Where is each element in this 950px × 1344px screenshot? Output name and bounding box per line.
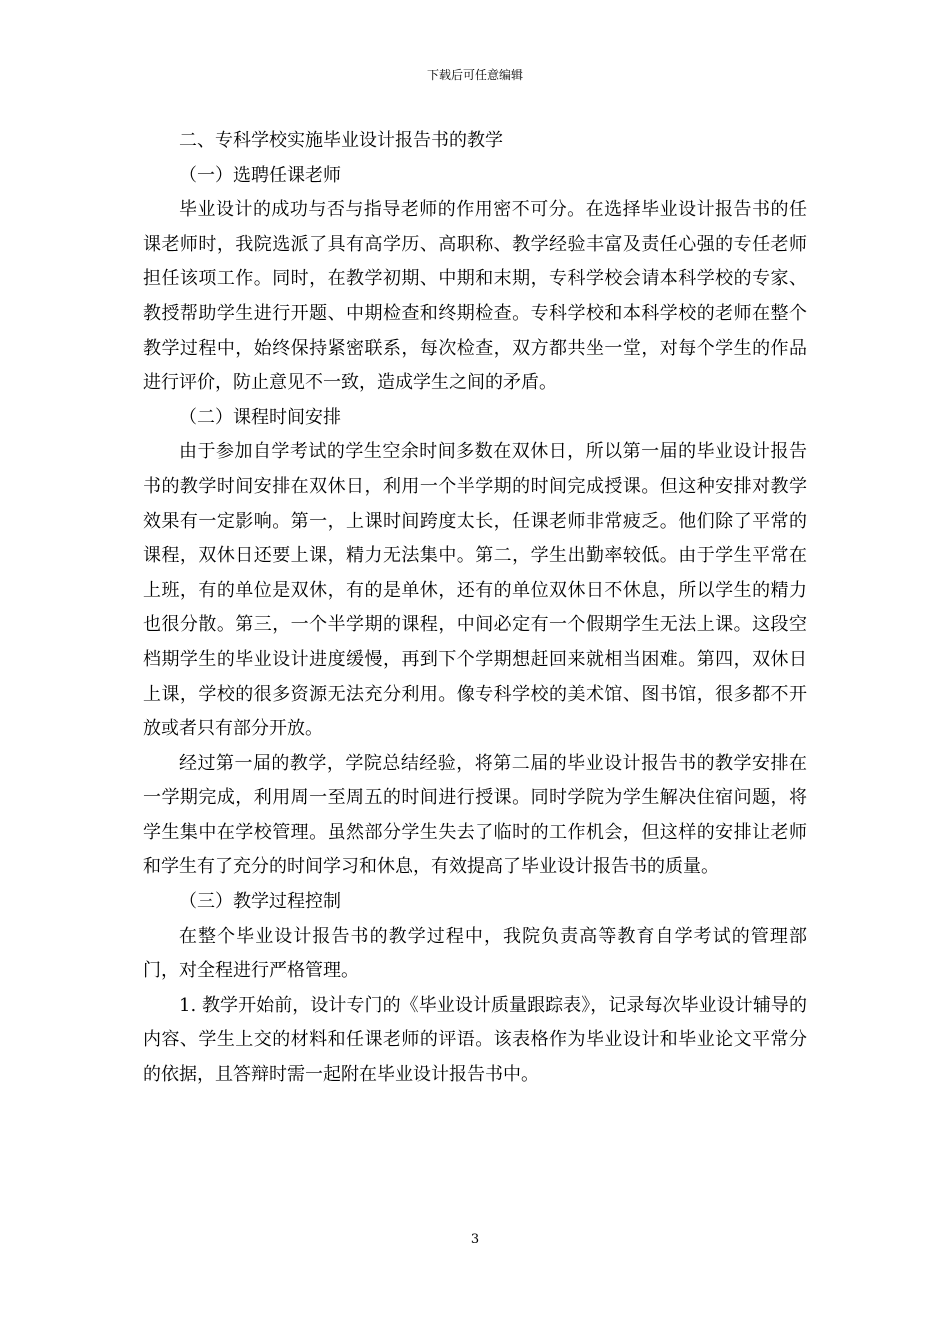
section-title: 二、专科学校实施毕业设计报告书的教学	[179, 130, 503, 151]
paragraph-process-control: 在整个毕业设计报告书的教学过程中，我院负责高等教育自学考试的管理部门，对全程进行严格管理。	[143, 925, 807, 982]
paragraph-tracking-form: 1. 教学开始前，设计专门的《毕业设计质量跟踪表》，记录每次毕业设计辅导的内容、学生上交的材料和任课老师的评语。该表格作为毕业设计和毕业论文平常分的依据，且答辩时需一起附在毕业设计报告书中。	[143, 994, 807, 1086]
page-number: 3	[470, 1232, 480, 1247]
subsection-title-1: （一）选聘任课老师	[179, 164, 341, 186]
header-note: 下载后可任意编辑	[426, 68, 523, 82]
paragraph-schedule-first: 由于参加自学考试的学生空余时间多数在双休日，所以第一届的毕业设计报告书的教学时间安排在双休日，利用一个半学期的时间完成授课。但这种安排对教学效果有一定影响。第一，上课时间跨度太长，任课老师非常疲乏。他们除了平常的课程，双休日还要上课，精力无法集中。第二，学生出勤率较低。由于学生平常在上班，有的单位是双休，有的是单休，还有的单位双休日不休息，所以学生的精力也很分散。第三，一个半学期的课程，中间必定有一个假期学生无法上课。这段空档期学生的毕业设计进度缓慢，再到下个学期想赶回来就相当困难。第四，双休日上课，学校的很多资源无法充分利用。像专科学校的美术馆、图书馆，很多都不开放或者只有部分开放。	[143, 441, 807, 740]
paragraph-schedule-second: 经过第一届的教学，学院总结经验，将第二届的毕业设计报告书的教学安排在一学期完成，利用周一至周五的时间进行授课。同时学院为学生解决住宿问题，将学生集中在学校管理。虽然部分学生失去了临时的工作机会，但这样的安排让老师和学生有了充分的时间学习和休息，有效提高了毕业设计报告书的质量。	[143, 752, 807, 878]
paragraph-teachers: 毕业设计的成功与否与指导老师的作用密不可分。在选择毕业设计报告书的任课老师时，我院选派了具有高学历、高职称、教学经验丰富及责任心强的专任老师担任该项工作。同时，在教学初期、中期和末期，专科学校会请本科学校的专家、教授帮助学生进行开题、中期检查和终期检查。专科学校和本科学校的老师在整个教学过程中，始终保持紧密联系，每次检查，双方都共坐一堂，对每个学生的作品进行评价，防止意见不一致，造成学生之间的矛盾。	[143, 199, 807, 394]
document-body	[143, 124, 807, 1093]
subsection-title-2: （二）课程时间安排	[179, 406, 341, 428]
subsection-title-3: （三）教学过程控制	[179, 891, 341, 913]
